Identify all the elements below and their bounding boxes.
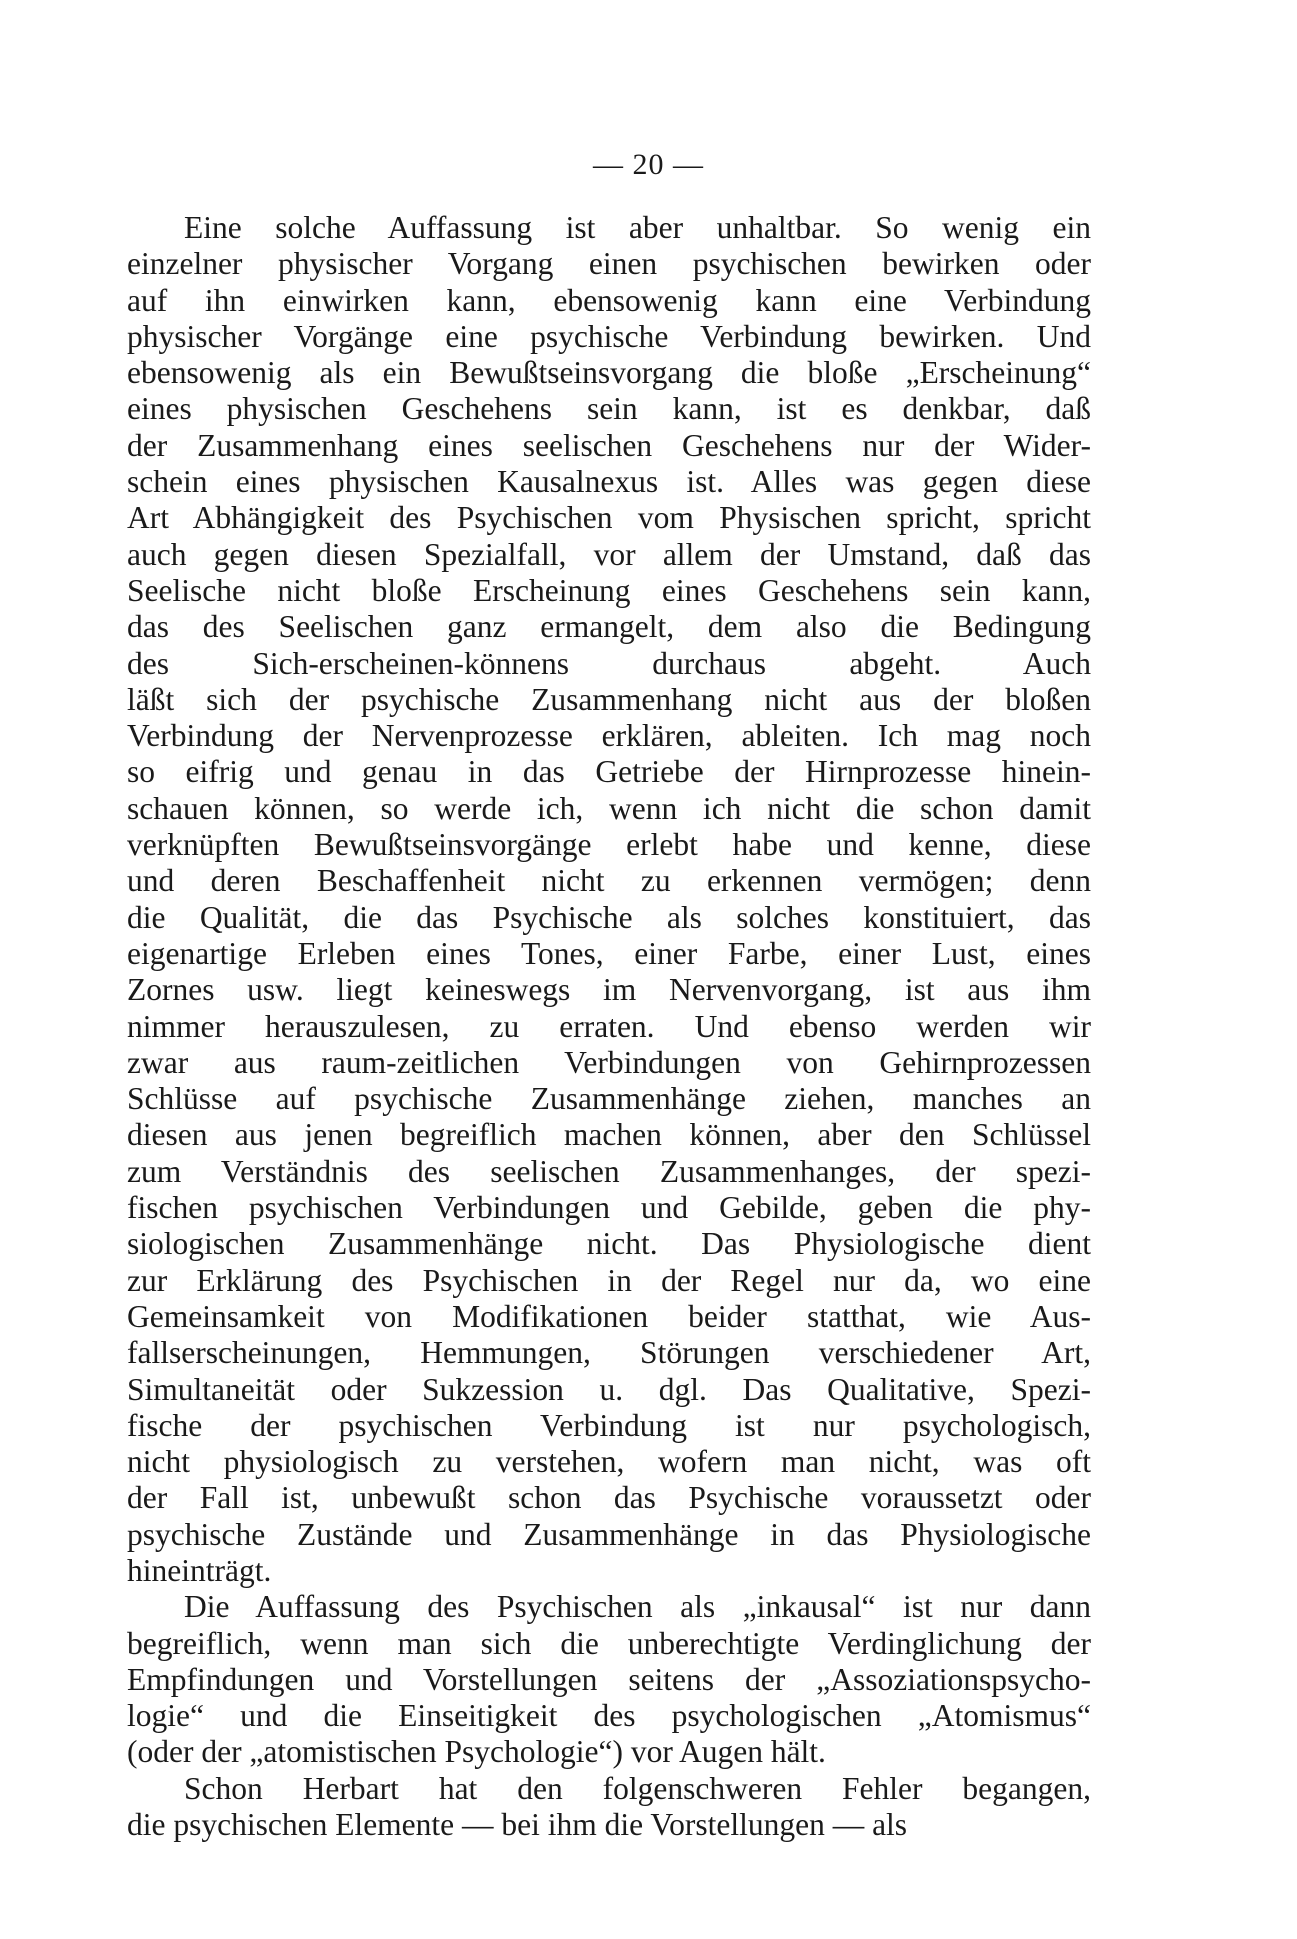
text-line: der Zusammenhang eines seelischen Geschehens nur der Wider- xyxy=(127,427,1091,463)
text-line: die Qualität, die das Psychische als solches konstituiert, das xyxy=(127,899,1091,935)
text-line: diesen aus jenen begreiflich machen können, aber den Schlüssel xyxy=(127,1117,1091,1153)
text-line: eines physischen Geschehens sein kann, ist es denkbar, daß xyxy=(127,391,1091,427)
text-line: siologischen Zusammenhänge nicht. Das Physiologische dient xyxy=(127,1226,1091,1262)
text-line: Zornes usw. liegt keineswegs im Nervenvorgang, ist aus ihm xyxy=(127,972,1091,1008)
text-line: verknüpften Bewußtseinsvorgänge erlebt habe und kenne, diese xyxy=(127,827,1091,863)
text-line: Gemeinsamkeit von Modifikationen beider statthat, wie Aus- xyxy=(127,1298,1091,1334)
text-line: zum Verständnis des seelischen Zusammenhanges, der spezi- xyxy=(127,1153,1091,1189)
text-line: so eifrig und genau in das Getriebe der Hirnprozesse hinein- xyxy=(127,754,1091,790)
text-line: schauen können, so werde ich, wenn ich nicht die schon damit xyxy=(127,790,1091,826)
text-line: Schlüsse auf psychische Zusammenhänge ziehen, manches an xyxy=(127,1081,1091,1117)
text-line: läßt sich der psychische Zusammenhang nicht aus der bloßen xyxy=(127,681,1091,717)
paragraph xyxy=(127,1589,1091,1770)
text-line: physischer Vorgänge eine psychische Verbindung bewirken. Und xyxy=(127,318,1091,354)
text-line: fallserscheinungen, Hemmungen, Störungen verschiedener Art, xyxy=(127,1335,1091,1371)
text-line: nimmer herauszulesen, zu erraten. Und ebenso werden wir xyxy=(127,1008,1091,1044)
text-line: eigenartige Erleben eines Tones, einer Farbe, einer Lust, eines xyxy=(127,935,1091,971)
text-line: logie“ und die Einseitigkeit des psychologischen „Atomismus“ xyxy=(127,1698,1091,1734)
text-line: auf ihn einwirken kann, ebensowenig kann eine Verbindung xyxy=(127,282,1091,318)
text-line: schein eines physischen Kausalnexus ist. Alles was gegen diese xyxy=(127,464,1091,500)
page-number: — 20 — xyxy=(593,148,704,181)
text-line: fische der psychischen Verbindung ist nur psychologisch, xyxy=(127,1407,1091,1443)
body-text xyxy=(127,210,1091,1843)
text-line: einzelner physischer Vorgang einen psychischen bewirken oder xyxy=(127,246,1091,282)
text-line: Eine solche Auffassung ist aber unhaltbar. So wenig ein xyxy=(184,210,1091,245)
text-line: zur Erklärung des Psychischen in der Regel nur da, wo eine xyxy=(127,1262,1091,1298)
text-line: Art Abhängigkeit des Psychischen vom Physischen spricht, spricht xyxy=(127,500,1091,536)
text-line: Schon Herbart hat den folgenschweren Fehler begangen, xyxy=(184,1770,1091,1806)
text-line: begreiflich, wenn man sich die unberechtigte Verdinglichung der xyxy=(127,1625,1091,1661)
text-line: auch gegen diesen Spezialfall, vor allem der Umstand, daß das xyxy=(127,536,1091,572)
text-line: fischen psychischen Verbindungen und Gebilde, geben die phy- xyxy=(127,1190,1091,1226)
text-line: Verbindung der Nervenprozesse erklären, ableiten. Ich mag noch xyxy=(127,718,1091,754)
text-line: nicht physiologisch zu verstehen, wofern man nicht, was oft xyxy=(127,1444,1091,1480)
text-line: der Fall ist, unbewußt schon das Psychische voraussetzt oder xyxy=(127,1480,1091,1516)
text-line: zwar aus raum-zeitlichen Verbindungen von Gehirnprozessen xyxy=(127,1044,1091,1080)
text-line: Empfindungen und Vorstellungen seitens der „Assoziationspsycho- xyxy=(127,1661,1091,1697)
text-line: des Sich-erscheinen-könnens durchaus abgeht. Auch xyxy=(127,645,1091,681)
text-line: die psychischen Elemente — bei ihm die Vorstellungen — als xyxy=(127,1807,908,1843)
text-line: und deren Beschaffenheit nicht zu erkennen vermögen; denn xyxy=(127,863,1091,899)
text-line: Simultaneität oder Sukzession u. dgl. Das Qualitative, Spezi- xyxy=(127,1371,1091,1407)
text-line: ebensowenig als ein Bewußtseinsvorgang die bloße „Erscheinung“ xyxy=(127,355,1091,391)
text-line: psychische Zustände und Zusammenhänge in das Physiologische xyxy=(127,1516,1091,1552)
text-line: hineinträgt. xyxy=(127,1552,272,1588)
text-line: (oder der „atomistischen Psychologie“) vor Augen hält. xyxy=(127,1734,826,1770)
paragraph xyxy=(127,210,1091,1589)
text-line: Die Auffassung des Psychischen als „inkausal“ ist nur dann xyxy=(184,1589,1091,1625)
paragraph xyxy=(127,1771,1091,1844)
text-line: Seelische nicht bloße Erscheinung eines Geschehens sein kann, xyxy=(127,572,1091,608)
text-line: das des Seelischen ganz ermangelt, dem also die Bedingung xyxy=(127,609,1091,645)
